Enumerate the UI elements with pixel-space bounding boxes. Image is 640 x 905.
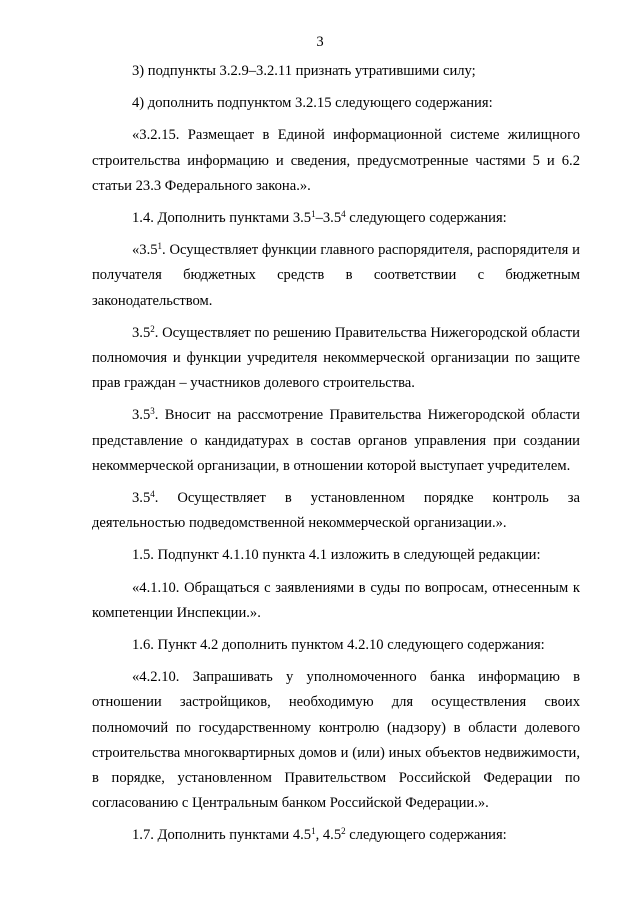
paragraph-4-text-c: следующего содержания: bbox=[345, 210, 507, 227]
paragraph-5-text-a: «3.5 bbox=[132, 242, 158, 259]
document-body bbox=[92, 59, 580, 856]
paragraph-7 bbox=[92, 403, 580, 479]
paragraph-3: «3.2.15. Размещает в Единой информационной системе жилищного строительства информацию и сведения, предусмотренные частями 5 и 6.2 статьи 23.3 Федерального закона.». bbox=[92, 127, 580, 194]
paragraph-6-text-b: . Осуществляет по решению Правительства Нижегородской области полномочия и функции учредителя некоммерческой организации по защите прав граждан – участников долевого строительства. bbox=[92, 324, 580, 392]
paragraph-4 bbox=[92, 206, 580, 231]
paragraph-9: 1.5. Подпункт 4.1.10 пункта 4.1 изложить в следующей редакции: bbox=[132, 547, 541, 564]
superscript: 4 bbox=[341, 209, 346, 220]
superscript: 4 bbox=[150, 489, 155, 500]
superscript: 1 bbox=[311, 826, 316, 837]
paragraph-5 bbox=[92, 238, 580, 314]
paragraph-6 bbox=[92, 321, 580, 397]
paragraph-11: 1.6. Пункт 4.2 дополнить пунктом 4.2.10 следующего содержания: bbox=[132, 637, 545, 654]
paragraph-13-text-c: следующего содержания: bbox=[345, 827, 507, 844]
paragraph-13-text-a: 1.7. Дополнить пунктами 4.5 bbox=[132, 827, 312, 844]
page-number: 3 bbox=[316, 34, 324, 50]
paragraph-8-text-b: . Осуществляет в установленном порядке контроль за деятельностью подведомственной некоммерческой организации.». bbox=[92, 490, 580, 532]
paragraph-4-text-b: –3.5 bbox=[315, 210, 342, 227]
paragraph-13 bbox=[92, 823, 580, 848]
paragraph-10: «4.1.10. Обращаться с заявлениями в суды по вопросам, отнесенным к компетенции Инспекции.». bbox=[92, 579, 580, 621]
superscript: 2 bbox=[341, 826, 346, 837]
paragraph-13-text-b: , 4.5 bbox=[315, 827, 342, 844]
paragraph-6-text-a: 3.5 bbox=[132, 324, 151, 341]
superscript: 1 bbox=[311, 209, 316, 220]
superscript: 3 bbox=[150, 406, 155, 417]
paragraph-12: «4.2.10. Запрашивать у уполномоченного банка информацию в отношении застройщиков, необходимую для осуществления своих полномочий по государственному контролю (надзору) в области долевого строительства многоквартирных домов и (или) иных объектов недвижимости, в порядке, установленном Правительством Российской Федерации по согласованию с Центральным банком Российской Федерации.». bbox=[92, 669, 580, 812]
paragraph-4-text-a: 1.4. Дополнить пунктами 3.5 bbox=[132, 210, 312, 227]
superscript: 2 bbox=[150, 323, 155, 334]
superscript: 1 bbox=[157, 241, 163, 252]
paragraph-7-text-a: 3.5 bbox=[132, 407, 151, 424]
paragraph-8 bbox=[92, 486, 580, 536]
paragraph-5-text-b: . Осуществляет функции главного распорядителя, распорядителя и получателя бюджетных средств в соответствии с бюджетным законодательством. bbox=[92, 242, 580, 309]
paragraph-1: 3) подпункты 3.2.9–3.2.11 признать утратившими силу; bbox=[132, 63, 476, 79]
paragraph-2: 4) дополнить подпунктом 3.2.15 следующего содержания: bbox=[132, 95, 493, 112]
paragraph-8-text-a: 3.5 bbox=[132, 490, 151, 507]
paragraph-7-text-b: . Вносит на рассмотрение Правительства Нижегородской области представление о кандидатурах в состав органов управления при создании некоммерческой организации, в отношении которой выступает учредителем. bbox=[92, 407, 580, 474]
